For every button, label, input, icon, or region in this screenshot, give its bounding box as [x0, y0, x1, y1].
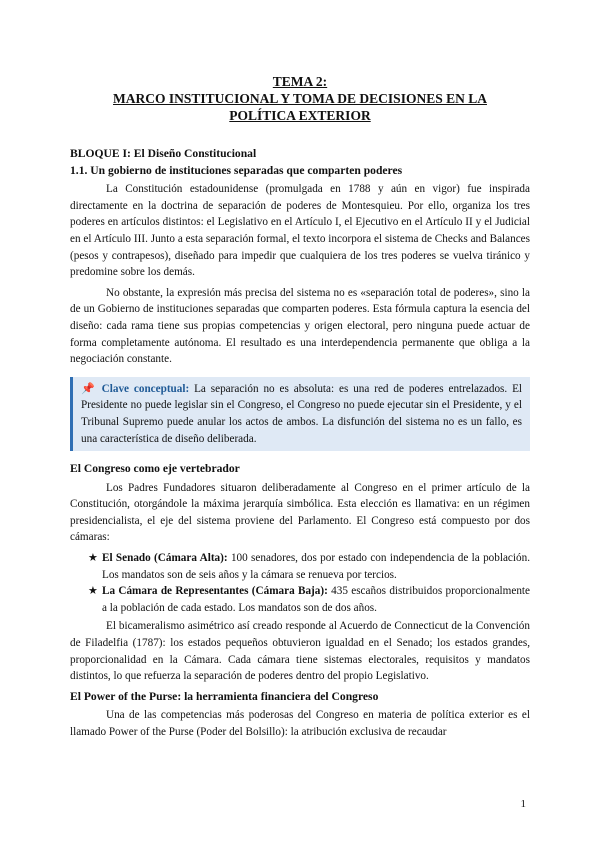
- bullet-text: 100 senadores, dos por estado con independencia de la población. Los mandatos son de seis años y la cámara se renueva por tercios.: [102, 552, 530, 581]
- bullet-label: El Senado (Cámara Alta):: [102, 552, 228, 565]
- callout-label: Clave conceptual:: [101, 382, 190, 395]
- paragraph-no-obstante: No obstante, la expresión más precisa del sistema no es «separación total de poderes», sino la de un Gobierno de instituciones separadas que comparten poderes. Esta fórmula captura la esencia del diseño: cada rama tiene sus propias competencias y origen electoral, pero ninguna puede actuar de forma completamente autónoma. El resultado es una interdependencia permanente que obliga a la negociación constante.: [70, 286, 530, 366]
- bullet-label: La Cámara de Representantes (Cámara Baja):: [102, 585, 328, 598]
- title-line-2: MARCO INSTITUCIONAL Y TOMA DE DECISIONES EN LA: [113, 91, 487, 106]
- section-1-1-heading: 1.1. Un gobierno de instituciones separadas que comparten poderes: [70, 163, 403, 177]
- chambers-list: [70, 550, 530, 616]
- paragraph-padres-fundadores: Los Padres Fundadores situaron deliberadamente al Congreso en el primer artículo de la Constitución, otorgándole la máxima jerarquía simbólica. Esta elección es llamativa: en un régimen presidencialista, el eje del sistema proviene del Parlamento. El Congreso está compuesto por dos cámaras:: [70, 481, 530, 544]
- list-item-camara: [88, 583, 530, 616]
- document-title: [70, 73, 530, 124]
- page-number: 1: [520, 798, 526, 810]
- title-line-1: TEMA 2:: [272, 74, 328, 89]
- bullet-text: 435 escaños distribuidos proporcionalmente a la población de cada estado. Los mandatos son de dos años.: [102, 585, 530, 614]
- paragraph-constitucion: La Constitución estadounidense (promulgada en 1788 y aún en vigor) fue inspirada directamente en la doctrina de separación de poderes de Montesquieu. Por ello, organiza los tres poderes en artículos distintos: el Legislativo en el Artículo I, el Ejecutivo en el Artículo II y el Judicial en el Artículo III. Junto a esta separación formal, el texto incorpora el sistema de Checks and Balances (pesos y contrapesos), diseñado para impedir que cualquiera de los tres poderes se vuelva tiránico y predomine sobre los demás.: [70, 183, 530, 279]
- paragraph-bicameralismo: El bicameralismo asimétrico así creado responde al Acuerdo de Connecticut de la Convención de Filadelfia (1787): los estados pequeños obtuvieron igualdad en el Senado; los estados grandes, proporcionalidad en la Cámara. Cada cámara tiene sistemas electorales, requisitos y mandatos distintos, lo que refuerza la separación de poderes dentro del propio Legislativo.: [70, 620, 530, 683]
- pushpin-icon: 📌: [81, 382, 97, 395]
- congreso-heading: El Congreso como eje vertebrador: [70, 462, 240, 476]
- document-body: [70, 146, 530, 745]
- paragraph-power-of-purse: Una de las competencias más poderosas del Congreso en materia de política exterior es el llamado Power of the Purse (Poder del Bolsillo): la atribución exclusiva de recaudar: [70, 709, 530, 738]
- key-concept-callout: [70, 377, 530, 451]
- title-line-3: POLÍTICA EXTERIOR: [229, 108, 371, 123]
- purse-heading: El Power of the Purse: la herramienta financiera del Congreso: [70, 689, 379, 703]
- callout-text: La separación no es absoluta: es una red de poderes entrelazados. El Presidente no puede legislar sin el Congreso, el Congreso no puede ejecutar sin el Presidente, y el Tribunal Supremo puede anular los actos de ambos. La disfunción del sistema no es un fallo, es una característica de diseño deliberada.: [81, 382, 523, 445]
- list-item-senado: [88, 550, 530, 583]
- star-bullet-icon: ★: [88, 552, 98, 565]
- star-bullet-icon: ★: [88, 585, 98, 598]
- bloque-heading: BLOQUE I: El Diseño Constitucional: [70, 147, 257, 160]
